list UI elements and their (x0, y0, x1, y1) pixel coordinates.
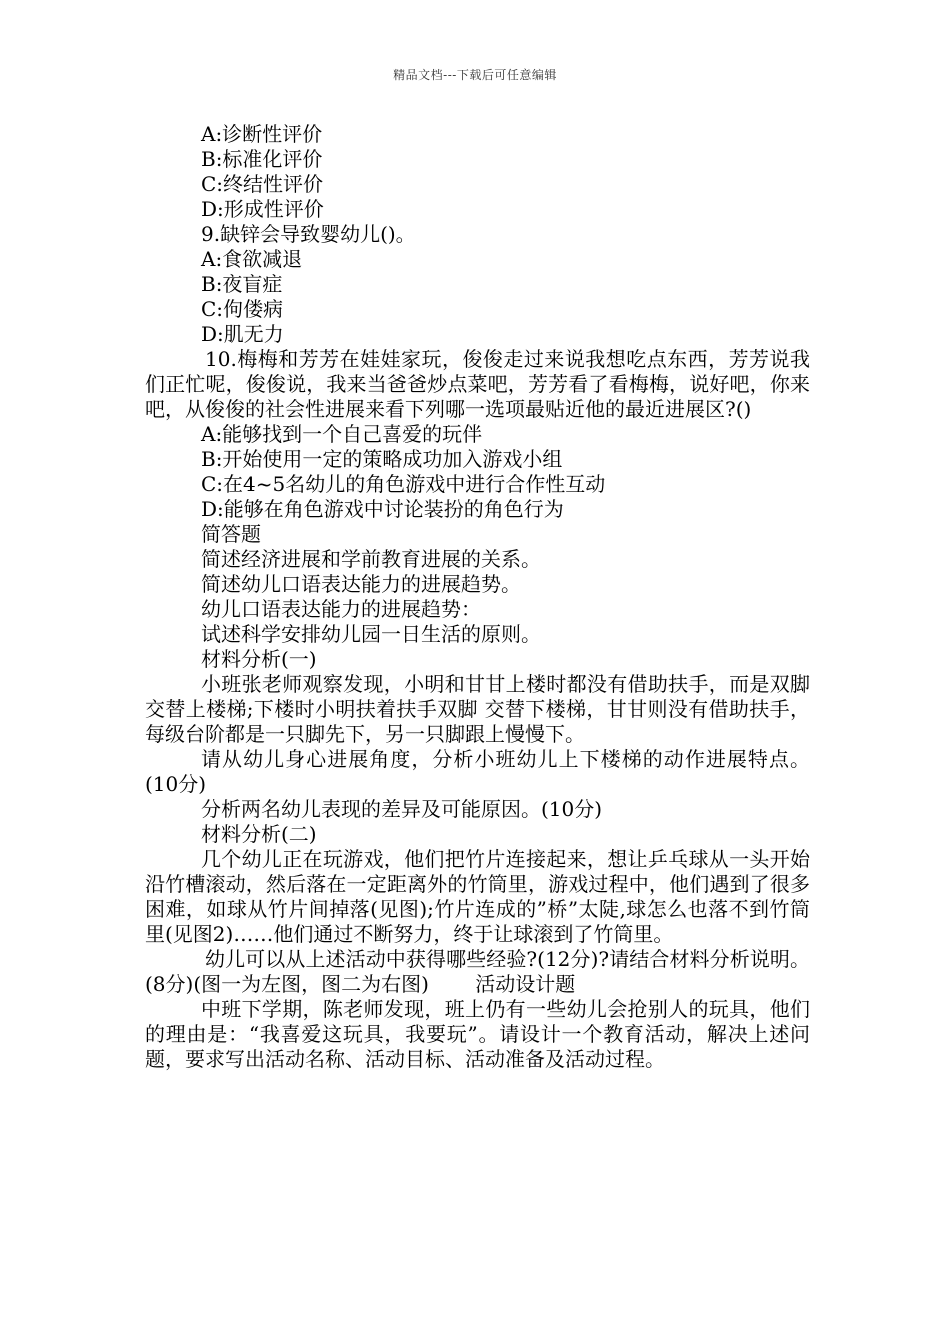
short-answer-2: 简述幼儿口语表达能力的进展趋势。 (201, 572, 521, 596)
short-answer-1: 简述经济进展和学前教育进展的关系。 (201, 547, 541, 571)
material-analysis-2-title: 材料分析(二) (201, 822, 317, 846)
question-9: 9.缺锌会导致婴幼儿()。 (201, 222, 416, 246)
material-analysis-2-question: 幼儿可以从上述活动中获得哪些经验?(12分)?请结合材料分析说明。(8分)(图一为左图，图二为右图) 活动设计题 (145, 947, 810, 996)
question-9-option-d: D:肌无力 (201, 322, 284, 346)
question-10-option-d: D:能够在角色游戏中讨论装扮的角色行为 (201, 497, 564, 521)
question-10-option-c: C:在4~5名幼儿的角色游戏中进行合作性互动 (201, 472, 606, 496)
question-10-option-a: A:能够找到一个自己喜爱的玩伴 (201, 422, 483, 446)
question-9-option-b: B:夜盲症 (201, 272, 283, 296)
question-9-option-c: C:佝偻病 (201, 297, 284, 321)
question-10-option-b: B:开始使用一定的策略成功加入游戏小组 (201, 447, 563, 471)
question-9-option-a: A:食欲减退 (201, 247, 303, 271)
question-10: 10.梅梅和芳芳在娃娃家玩，俊俊走过来说我想吃点东西，芳芳说我们正忙呢，俊俊说，我来当爸爸炒点菜吧，芳芳看了看梅梅，说好吧，你来吧，从俊俊的社会性进展来看下列哪一选项最贴近他的最近进展区?() (145, 347, 810, 421)
material-analysis-2-text: 几个幼儿正在玩游戏，他们把竹片连接起来，想让乒乓球从一头开始沿竹槽滚动，然后落在一定距离外的竹筒里，游戏过程中，他们遇到了很多困难，如球从竹片间掉落(见图);竹片连成的”桥”太陡,球怎么也落不到竹筒里(见图2)……他们通过不断努力，终于让球滚到了竹筒里。 (145, 847, 810, 946)
option-a-diagnostic: A:诊断性评价 (201, 122, 323, 146)
material-analysis-1-question-1: 请从幼儿身心进展角度，分析小班幼儿上下楼梯的动作进展特点。(10分) (145, 747, 810, 796)
option-d-formative: D:形成性评价 (201, 197, 324, 221)
material-analysis-1-text: 小班张老师观察发现，小明和甘甘上楼时都没有借助扶手，而是双脚 交替上楼梯;下楼时小明扶着扶手双脚 交替下楼梯，甘甘则没有借助扶手，每级台阶都是一只脚先下，另一只脚跟上慢慢下。 (145, 672, 810, 746)
option-b-standardized: B:标准化评价 (201, 147, 323, 171)
section-short-answer-title: 简答题 (201, 522, 261, 546)
short-answer-3: 幼儿口语表达能力的进展趋势： (201, 597, 481, 621)
page-header: 精品文档---下载后可任意编辑 (393, 68, 557, 82)
document-body (145, 122, 810, 1072)
short-answer-4: 试述科学安排幼儿园一日生活的原则。 (201, 622, 541, 646)
material-analysis-1-question-2: 分析两名幼儿表现的差异及可能原因。(10分) (201, 797, 603, 821)
activity-design-text: 中班下学期，陈老师发现，班上仍有一些幼儿会抢别人的玩具，他们的理由是：“我喜爱这玩具，我要玩”。请设计一个教育活动，解决上述问题，要求写出活动名称、活动目标、活动准备及活动过程。 (145, 997, 810, 1071)
option-c-summative: C:终结性评价 (201, 172, 324, 196)
material-analysis-1-title: 材料分析(一) (201, 647, 317, 671)
